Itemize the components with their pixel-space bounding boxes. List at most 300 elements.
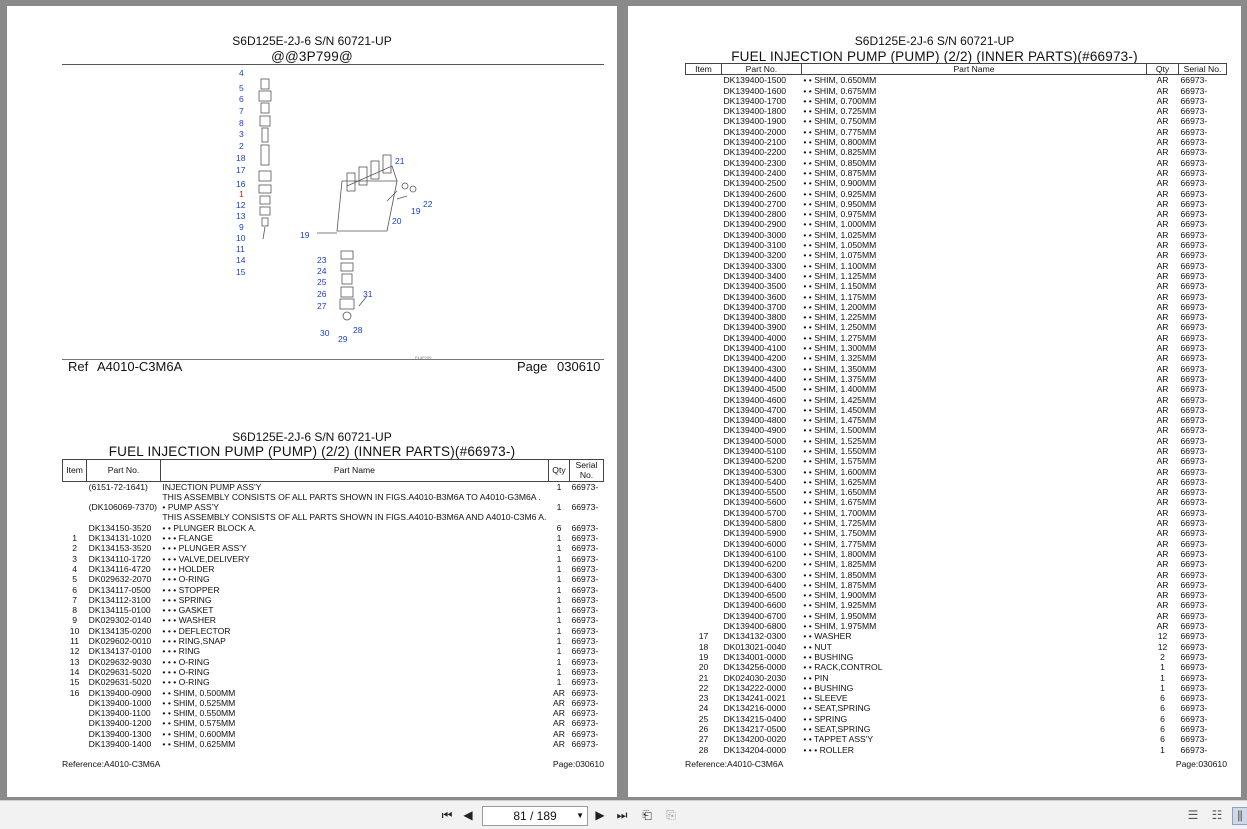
qty-cell: AR	[1156, 106, 1169, 117]
part-no-cell: (6151-72-1641)	[88, 481, 148, 492]
part-no-cell: DK139400-4700	[723, 404, 787, 415]
serial-cell: 66973-	[1180, 384, 1208, 395]
serial-cell: 66973-	[571, 543, 599, 554]
page-number-field[interactable]	[482, 806, 588, 826]
item-cell	[63, 718, 87, 728]
serial-cell	[570, 492, 604, 502]
item-cell	[686, 600, 722, 610]
item-cell	[686, 302, 722, 312]
part-no-cell: DK139400-0900	[88, 687, 152, 698]
part-no-cell: DK139400-1000	[88, 697, 152, 708]
serial-cell: 66973-	[571, 739, 599, 750]
table-row	[686, 559, 1227, 569]
callout-24: 24	[317, 266, 327, 276]
table-row	[686, 302, 1227, 312]
serial-cell: 66973-	[571, 646, 599, 657]
part-name-cell: • • SHIM, 1.275MM	[803, 332, 877, 343]
callout-26: 26	[317, 289, 327, 299]
qty-cell: AR	[1156, 579, 1169, 590]
item-cell: 23	[698, 693, 709, 704]
serial-cell: 66973-	[1180, 466, 1208, 477]
qty-cell: AR	[1156, 75, 1169, 86]
qty-cell: AR	[1156, 167, 1169, 178]
serial-cell: 66973-	[1180, 425, 1208, 436]
qty-cell: 1	[556, 563, 562, 574]
table-row	[686, 353, 1227, 363]
part-no-cell: DK134135-0200	[88, 625, 152, 636]
two-page-view-button[interactable]	[1232, 807, 1247, 825]
qty-cell: 12	[1157, 641, 1168, 652]
qty-cell: AR	[1156, 621, 1169, 632]
part-no-cell: DK139400-1200	[88, 718, 152, 729]
item-cell: 7	[72, 594, 77, 605]
item-cell: 21	[698, 672, 709, 683]
part-name-cell: • • • DEFLECTOR	[162, 625, 231, 636]
part-no-cell: DK139400-1100	[88, 708, 151, 719]
callout-23: 23	[317, 255, 327, 265]
qty-cell: AR	[1156, 456, 1169, 467]
qty-cell: AR	[1156, 435, 1169, 446]
part-no-cell: DK139400-4000	[723, 332, 787, 343]
qty-cell: 1	[556, 666, 562, 677]
qty-cell	[548, 512, 569, 522]
part-name-cell: • • • RING,SNAP	[162, 636, 226, 647]
ref-value: A4010-C3M6A	[97, 359, 183, 374]
item-cell	[686, 549, 722, 559]
qty-cell: AR	[1156, 270, 1169, 281]
part-name-cell: • • • PLUNGER ASS'Y	[162, 543, 247, 554]
callout-14: 14	[236, 255, 246, 265]
part-name-cell: • • SHIM, 1.900MM	[803, 590, 877, 601]
serial-cell: 66973-	[571, 615, 599, 626]
part-name-cell: • • • VALVE,DELIVERY	[162, 553, 250, 564]
item-cell	[686, 199, 722, 209]
serial-cell: 66973-	[571, 563, 599, 574]
part-no-cell: DK134215-0400	[723, 713, 787, 724]
qty-cell: AR	[1156, 116, 1169, 127]
table-row	[686, 436, 1227, 446]
qty-cell: AR	[1156, 610, 1169, 621]
table-row	[686, 230, 1227, 240]
table-row	[686, 518, 1227, 528]
qty-cell: 6	[1160, 724, 1165, 734]
serial-cell: 66973-	[571, 594, 599, 605]
back-view-button[interactable]	[640, 808, 654, 822]
part-name-cell: • • SHIM, 0.850MM	[803, 157, 877, 168]
part-no-cell: DK139400-6500	[723, 590, 787, 601]
serial-cell: 66973-	[1180, 270, 1208, 281]
part-no-cell: DK139400-2500	[723, 178, 787, 189]
page-label: Page	[517, 359, 548, 374]
serial-cell: 66973-	[1180, 116, 1208, 127]
item-cell	[686, 106, 722, 116]
qty-cell: AR	[1156, 188, 1169, 199]
serial-cell: 66973-	[1180, 445, 1208, 456]
serial-cell: 66973-	[1180, 548, 1208, 559]
callout-4: 4	[239, 68, 244, 78]
part-name-cell: • • • ROLLER	[803, 744, 854, 755]
part-name-cell: • • • O-RING	[162, 677, 210, 688]
table-row	[63, 512, 604, 522]
item-cell	[686, 570, 722, 580]
serial-cell: 66973-	[1180, 693, 1208, 704]
serial-cell: 66973-	[1180, 281, 1208, 292]
serial-cell: 66973-	[1180, 85, 1208, 96]
callout-2: 2	[239, 141, 244, 151]
part-no-cell: DK139400-5900	[723, 528, 787, 539]
callout-12: 12	[236, 200, 246, 210]
part-no-cell: DK139400-4100	[723, 343, 787, 354]
table-row	[686, 168, 1227, 178]
first-page-button[interactable]	[440, 808, 454, 822]
part-no-cell: DK024030-2030	[723, 672, 787, 683]
part-name-cell: • • PIN	[803, 672, 829, 683]
serial-cell: 66973-	[571, 718, 599, 729]
continuous-icon: ☷	[1211, 808, 1223, 822]
model-title: S6D125E-2J-6 S/N 60721-UP	[854, 34, 1015, 48]
item-cell: 11	[70, 636, 80, 647]
item-cell: 9	[72, 615, 77, 626]
continuous-view-button[interactable]	[1210, 807, 1224, 823]
col-qty: Qty	[1147, 64, 1179, 75]
part-no-cell: DK139400-4300	[723, 363, 787, 374]
serial-cell: 66973-	[1180, 229, 1208, 240]
table-row	[686, 467, 1227, 477]
qty-cell: AR	[1156, 497, 1169, 508]
part-no-cell	[87, 512, 161, 522]
callout-25: 25	[317, 277, 327, 287]
part-name-cell: • • SHIM, 1.825MM	[803, 559, 877, 570]
qty-cell: AR	[1156, 528, 1169, 539]
part-name-cell: • • SHIM, 1.600MM	[803, 466, 877, 477]
col-serial: Serial No.	[1179, 64, 1227, 75]
serial-cell: 66973-	[1180, 662, 1208, 673]
table-row	[686, 662, 1227, 672]
item-cell	[686, 168, 722, 178]
single-page-icon: ☰	[1187, 808, 1199, 822]
part-no-cell: DK139400-3200	[723, 250, 787, 261]
part-no-cell: DK139400-5800	[723, 518, 787, 529]
item-cell	[686, 189, 722, 199]
part-no-cell: DK139400-5000	[723, 435, 787, 446]
item-cell	[686, 250, 722, 260]
qty-cell: AR	[1156, 466, 1169, 477]
part-no-cell: DK139400-3000	[723, 229, 787, 240]
part-name-cell: • • SHIM, 1.775MM	[803, 538, 877, 549]
part-no-cell: DK139400-2800	[723, 209, 787, 220]
table-model-title: S6D125E-2J-6 S/N 60721-UP	[232, 430, 392, 444]
serial-cell: 66973-	[1180, 137, 1208, 148]
part-name-cell: • • SHIM, 1.200MM	[803, 301, 877, 312]
serial-cell: 66973-	[1180, 209, 1208, 220]
qty-cell: 1	[1160, 682, 1165, 693]
table-row	[686, 209, 1227, 219]
item-cell	[686, 364, 722, 374]
left-page	[7, 6, 617, 797]
forward-view-button[interactable]	[664, 808, 678, 822]
table-row	[686, 652, 1227, 662]
item-cell	[63, 739, 87, 749]
serial-cell: 66973-	[1180, 394, 1208, 405]
next-page-icon: ▶	[595, 808, 605, 822]
part-name-cell: • • SHIM, 0.525MM	[162, 697, 236, 708]
item-cell	[686, 497, 722, 507]
qty-cell: AR	[1156, 343, 1169, 354]
serial-cell: 66973-	[1180, 744, 1208, 755]
qty-cell: 1	[556, 584, 562, 595]
part-no-cell: DK139400-5200	[723, 456, 787, 467]
part-no-cell: DK139400-1700	[723, 95, 787, 106]
serial-cell: 66973-	[1180, 198, 1208, 209]
serial-cell: 66973-	[1180, 507, 1208, 518]
item-cell	[686, 405, 722, 415]
serial-cell: 66973-	[1180, 353, 1208, 364]
qty-cell: AR	[1156, 95, 1169, 106]
qty-cell: AR	[1156, 600, 1169, 611]
part-name-cell: • • • GASKET	[162, 605, 214, 616]
item-cell	[686, 271, 722, 281]
part-no-cell: DK139400-3300	[723, 260, 787, 271]
serial-cell: 66973-	[1180, 528, 1208, 539]
serial-cell: 66973-	[1180, 713, 1208, 724]
callout-31: 31	[363, 289, 373, 299]
part-no-cell: DK134241-0021	[723, 693, 787, 704]
part-no-cell: DK134110-1720	[88, 553, 151, 564]
table-row	[686, 364, 1227, 374]
item-cell	[63, 492, 87, 502]
serial-cell: 66973-	[1180, 167, 1208, 178]
table-row	[63, 657, 604, 667]
next-page-button[interactable]	[593, 808, 607, 822]
part-no-cell: DK139400-6200	[723, 559, 787, 570]
part-name-cell: • PUMP ASS'Y	[162, 502, 219, 513]
qty-cell: AR	[1156, 126, 1169, 137]
part-name-cell: • • SHIM, 1.575MM	[803, 456, 877, 467]
col-part-name: Part Name	[801, 64, 1146, 75]
table-row	[63, 677, 604, 687]
item-cell	[63, 481, 87, 492]
part-no-cell: (DK106069-7370)	[88, 502, 157, 513]
part-no-cell: DK134112-3100	[88, 594, 151, 605]
table-row	[63, 708, 604, 718]
part-name-cell: • • SHIM, 1.475MM	[803, 415, 877, 426]
qty-cell: AR	[552, 728, 565, 739]
qty-cell: 1	[556, 625, 562, 636]
item-cell	[686, 209, 722, 219]
serial-cell	[570, 512, 604, 522]
table-row	[686, 137, 1227, 147]
table-row	[63, 688, 604, 698]
table-row	[686, 199, 1227, 209]
part-no-cell: DK029602-0010	[88, 636, 152, 647]
part-name-cell: • • SHIM, 1.925MM	[803, 600, 877, 611]
qty-cell: 1	[556, 636, 562, 647]
callout-13: 13	[236, 211, 246, 221]
part-no-cell: DK139400-1500	[723, 75, 787, 86]
table-row	[686, 539, 1227, 549]
qty-cell: AR	[1156, 312, 1169, 323]
callout-7: 7	[239, 106, 244, 116]
table-row	[686, 116, 1227, 126]
part-name-cell: • • SHIM, 1.375MM	[803, 373, 877, 384]
serial-cell: 66973-	[1180, 373, 1208, 384]
callout-30: 30	[320, 328, 330, 338]
part-name-cell: THIS ASSEMBLY CONSISTS OF ALL PARTS SHOWN IN FIGS.A4010-B3M6A AND A4010-C3M6 A.	[162, 512, 547, 523]
qty-cell: AR	[552, 718, 565, 729]
part-name-cell: • • • WASHER	[162, 615, 217, 626]
part-no-cell: DK029632-9030	[88, 656, 152, 667]
serial-cell: 66973-	[1180, 291, 1208, 302]
qty-cell: AR	[1156, 219, 1169, 230]
part-no-cell: DK139400-2700	[723, 198, 787, 209]
item-cell	[686, 292, 722, 302]
serial-cell: 66973-	[571, 677, 599, 688]
serial-cell: 66973-	[1180, 404, 1208, 415]
callout-1: 1	[239, 189, 244, 199]
part-name-cell: • • • SPRING	[162, 594, 212, 605]
item-cell	[63, 512, 87, 522]
footer-reference: Reference:A4010-C3M6A	[62, 759, 161, 769]
serial-cell: 66973-	[571, 697, 599, 708]
part-no-cell: DK139400-6800	[723, 621, 787, 632]
single-page-view-button[interactable]	[1186, 807, 1200, 823]
last-page-button[interactable]	[615, 808, 629, 822]
serial-cell: 66973-	[1180, 415, 1208, 426]
part-name-cell: THIS ASSEMBLY CONSISTS OF ALL PARTS SHOWN IN FIGS.A4010-B3M6A TO A4010-G3M6A .	[162, 491, 541, 502]
item-cell: 18	[698, 641, 709, 652]
serial-cell: 66973-	[1180, 487, 1208, 498]
item-cell	[686, 477, 722, 487]
part-no-cell: DK139400-2300	[723, 157, 787, 168]
part-no-cell: DK139400-6600	[723, 600, 787, 611]
part-name-cell: INJECTION PUMP ASS'Y	[162, 481, 262, 492]
col-part-no: Part No.	[87, 460, 161, 482]
part-name-cell: • • • HOLDER	[162, 563, 215, 574]
item-cell: 6	[72, 584, 77, 595]
item-cell	[686, 456, 722, 466]
item-cell: 28	[698, 744, 709, 755]
callout-11: 11	[236, 244, 245, 254]
item-cell	[686, 333, 722, 343]
table-row	[686, 631, 1227, 641]
part-name-cell: • • SHIM, 0.875MM	[803, 167, 877, 178]
table-row	[63, 739, 604, 749]
serial-cell: 66973-	[571, 728, 599, 739]
part-no-cell: DK139400-6300	[723, 569, 787, 580]
part-name-cell: • • SHIM, 0.825MM	[803, 147, 877, 158]
qty-cell: 1	[556, 677, 562, 688]
item-cell	[686, 281, 722, 291]
part-name-cell: • • SHIM, 0.600MM	[162, 728, 236, 739]
item-cell	[686, 425, 722, 435]
table-title: FUEL INJECTION PUMP (PUMP) (2/2) (INNER PARTS)(#66973-)	[731, 49, 1138, 64]
col-item: Item	[686, 64, 722, 75]
qty-cell: 6	[1160, 734, 1165, 745]
figure-code: @@3P799@	[271, 49, 353, 64]
part-no-cell: DK134117-0500	[88, 584, 151, 595]
qty-cell: AR	[1156, 538, 1169, 549]
callout-10: 10	[236, 233, 246, 243]
part-no-cell: DK139400-5600	[723, 497, 787, 508]
qty-cell: AR	[1156, 425, 1169, 436]
qty-cell: AR	[1156, 301, 1169, 312]
part-no-cell: DK139400-2200	[723, 147, 787, 158]
two-page-icon: ⫼	[1237, 809, 1243, 823]
dropdown-arrow-icon[interactable]: ▼	[576, 811, 584, 820]
qty-cell: 1	[556, 481, 562, 492]
table-row	[686, 333, 1227, 343]
qty-cell: 1	[556, 646, 562, 657]
part-name-cell: • • SHIM, 0.775MM	[803, 126, 877, 137]
part-name-cell: • • SHIM, 1.450MM	[803, 404, 877, 415]
part-name-cell: • • SHIM, 1.150MM	[803, 281, 877, 292]
prev-page-button[interactable]	[461, 808, 475, 822]
qty-cell: 1	[556, 533, 562, 544]
part-no-cell: DK134150-3520	[88, 522, 152, 533]
item-cell	[686, 158, 722, 168]
serial-cell: 66973-	[1180, 157, 1208, 168]
qty-cell: AR	[1156, 548, 1169, 559]
table-row	[686, 446, 1227, 456]
table-row	[63, 698, 604, 708]
item-cell: 15	[69, 677, 80, 688]
serial-cell: 66973-	[1180, 301, 1208, 312]
item-cell: 8	[72, 605, 77, 616]
serial-cell: 66973-	[571, 687, 599, 698]
callout-29: 29	[338, 334, 348, 344]
part-name-cell: • • SHIM, 1.500MM	[803, 425, 877, 436]
part-no-cell: DK139400-5100	[723, 445, 787, 456]
table-row	[63, 605, 604, 615]
qty-cell: 1	[556, 594, 562, 605]
table-row	[686, 384, 1227, 394]
part-no-cell	[87, 492, 161, 502]
qty-cell: 1	[556, 656, 562, 667]
part-name-cell: • • SHIM, 1.675MM	[803, 497, 877, 508]
table-row	[63, 646, 604, 656]
item-cell	[686, 353, 722, 363]
part-name-cell: • • SHIM, 1.300MM	[803, 343, 877, 354]
item-cell	[686, 384, 722, 394]
part-name-cell: • • SHIM, 1.875MM	[803, 579, 877, 590]
item-cell	[63, 708, 87, 718]
part-no-cell: DK139400-4600	[723, 394, 787, 405]
table-row	[686, 570, 1227, 580]
item-cell	[63, 502, 87, 512]
serial-cell: 66973-	[1180, 569, 1208, 580]
part-no-cell: DK134131-1020	[88, 533, 152, 544]
qty-cell: AR	[552, 708, 565, 719]
forward-view-icon: ⎘	[666, 808, 676, 822]
exploded-diagram-drawing	[167, 61, 447, 361]
table-row	[686, 261, 1227, 271]
model-title: S6D125E-2J-6 S/N 60721-UP	[232, 34, 392, 48]
table-row	[686, 673, 1227, 683]
qty-cell: 6	[556, 522, 562, 533]
table-row	[686, 395, 1227, 405]
item-cell: 13	[69, 656, 80, 667]
part-no-cell: DK029302-0140	[88, 615, 152, 626]
item-cell	[686, 374, 722, 384]
qty-cell: AR	[1156, 198, 1169, 209]
item-cell	[686, 539, 722, 549]
table-row	[63, 585, 604, 595]
table-row	[686, 477, 1227, 487]
serial-cell: 66973-	[1180, 240, 1208, 251]
callout-8: 8	[239, 118, 244, 128]
table-row	[686, 189, 1227, 199]
part-no-cell: DK134116-4720	[88, 563, 151, 574]
